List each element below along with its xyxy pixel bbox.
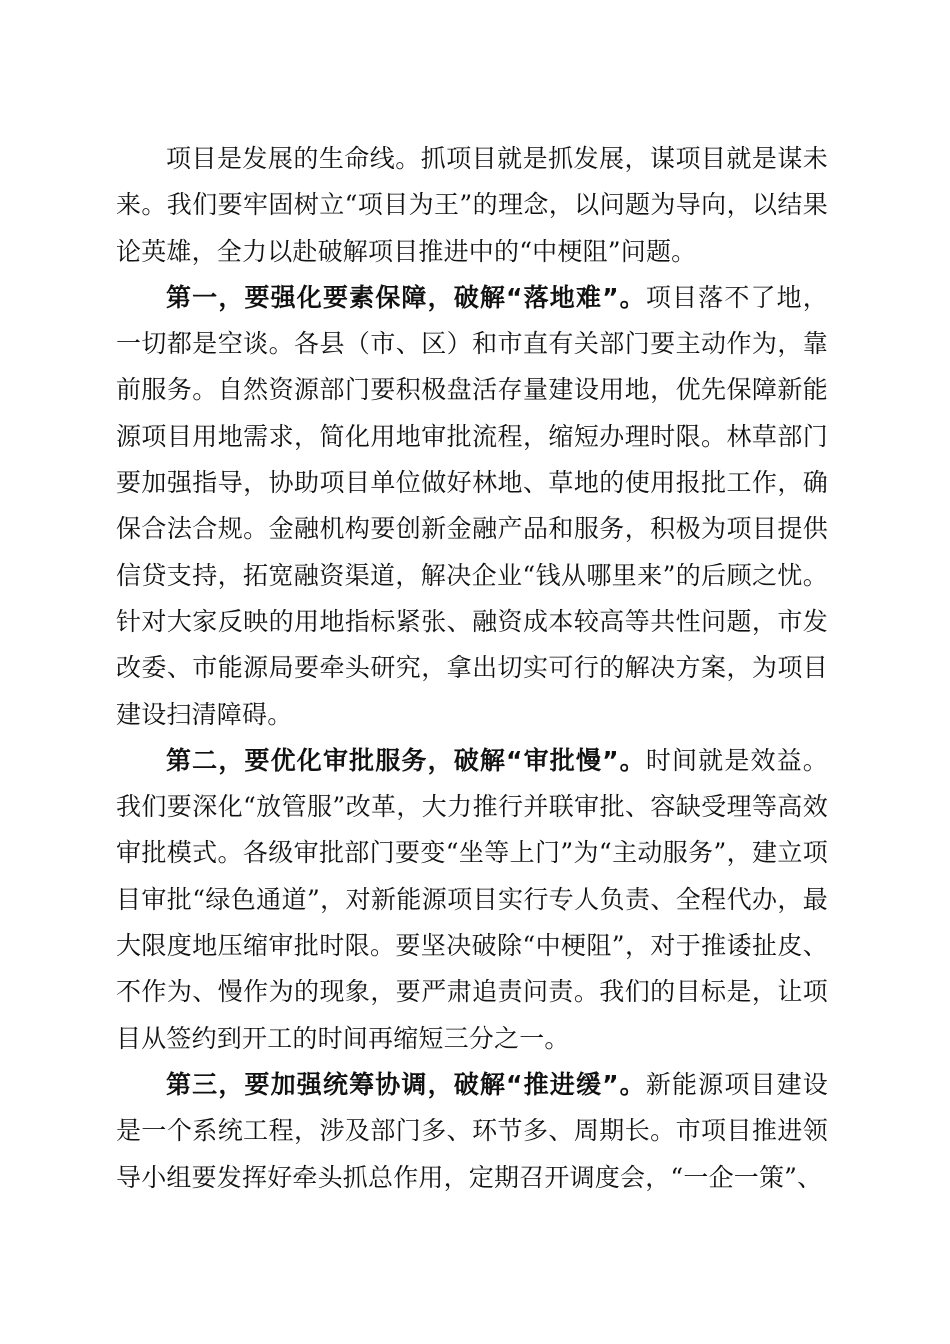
paragraph-second-point xyxy=(116,738,828,1062)
paragraph-first-point xyxy=(116,275,828,738)
paragraph-second-lead: 第二，要优化审批服务，破解“审批慢”。 xyxy=(166,745,646,775)
document-body xyxy=(116,136,828,1201)
paragraph-third-text: 新能源项目建设是一个系统工程，涉及部门多、环节多、周期长。市项目推进领导小组要发挥好牵头抓总作用，定期召开调度会，“一企一策”、 xyxy=(116,1069,828,1192)
paragraph-intro-text: 项目是发展的生命线。抓项目就是抓发展，谋项目就是谋未来。我们要牢固树立“项目为王”的理念，以问题为导向，以结果论英雄，全力以赴破解项目推进中的“中梗阻”问题。 xyxy=(116,144,828,266)
paragraph-third-lead: 第三，要加强统筹协调，破解“推进缓”。 xyxy=(166,1069,646,1099)
paragraph-third-point xyxy=(116,1062,828,1201)
paragraph-second-text: 时间就是效益。我们要深化“放管服”改革，大力推行并联审批、容缺受理等高效审批模式。各级审批部门要变“坐等上门”为“主动服务”，建立项目审批“绿色通道”，对新能源项目实行专人负责、全程代办，最大限度地压缩审批时限。要坚决破除“中梗阻”，对于推诿扯皮、不作为、慢作为的现象，要严肃追责问责。我们的目标是，让项目从签约到开工的时间再缩短三分之一。 xyxy=(116,745,828,1053)
paragraph-first-lead: 第一，要强化要素保障，破解“落地难”。 xyxy=(166,282,646,312)
paragraph-intro xyxy=(116,136,828,275)
paragraph-first-text: 项目落不了地，一切都是空谈。各县（市、区）和市直有关部门要主动作为，靠前服务。自然资源部门要积极盘活存量建设用地，优先保障新能源项目用地需求，简化用地审批流程，缩短办理时限。林草部门要加强指导，协助项目单位做好林地、草地的使用报批工作，确保合法合规。金融机构要创新金融产品和服务，积极为项目提供信贷支持，拓宽融资渠道，解决企业“钱从哪里来”的后顾之忧。针对大家反映的用地指标紧张、融资成本较高等共性问题，市发改委、市能源局要牵头研究，拿出切实可行的解决方案，为项目建设扫清障碍。 xyxy=(116,282,828,729)
